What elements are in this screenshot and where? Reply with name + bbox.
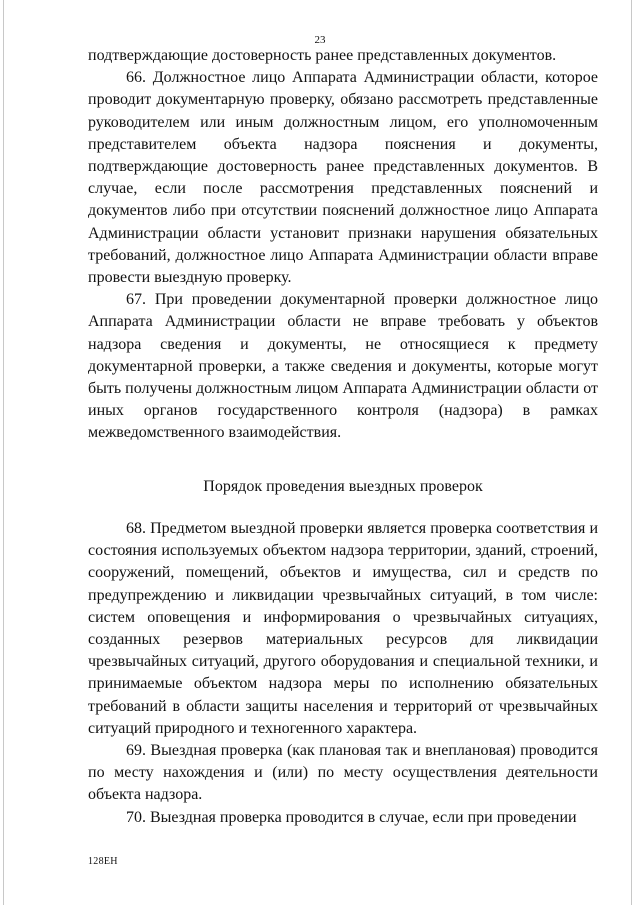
page-number: 23 — [314, 34, 326, 46]
scan-edge-left — [3, 0, 4, 905]
document-body-lower — [88, 518, 598, 829]
paragraph-70: 70. Выездная проверка проводится в случае, если при проведении — [126, 808, 577, 826]
scan-edge-right — [631, 0, 632, 905]
paragraph-67: 67. При проведении документарной проверки должностное лицо Аппарата Администрации области не вправе требовать у объектов надзора сведения и документы, не относящиеся к предмету документарной проверки, а также сведения и документы, которые могут быть получены должностным лицом Аппарата Администрации области от иных органов государственного контроля (надзора) в рамках межведомственного взаимодействия. — [88, 291, 598, 442]
paragraph-69: 69. Выездная проверка (как плановая так и внеплановая) проводится по месту нахождения и (или) по месту осуществления деятельности объекта надзора. — [88, 742, 598, 804]
footer-code: 128ЕН — [88, 856, 118, 867]
document-body-upper — [88, 45, 598, 445]
section-heading: Порядок проведения выездных проверок — [203, 478, 483, 495]
paragraph-68: 68. Предметом выездной проверки является проверка соответствия и состояния используемых объектом надзора территории, зданий, строений, сооружений, помещений, объектов и имущества, сил и средств по предупреждению и ликвидации чрезвычайных ситуаций, в том числе: систем оповещения и информирования о чрезвычайных ситуациях, созданных резервов материальных ресурсов для ликвидации чрезвычайных ситуаций, другого оборудования и специальной техники, и принимаемые объектом надзора меры по исполнению обязательных требований в области защиты населения и территорий от чрезвычайных ситуаций природного и техногенного характера. — [88, 520, 598, 737]
paragraph-continuation: подтверждающие достоверность ранее представленных документов. — [88, 47, 557, 64]
paragraph-66: 66. Должностное лицо Аппарата Администрации области, которое проводит документарную проверку, обязано рассмотреть представленные руководителем или иным должностным лицом, его уполномоченным представителем объекта надзора пояснения и документы, подтверждающие достоверность ранее представленных документов. В случае, если после рассмотрения представленных пояснений и документов либо при отсутствии пояснений должностное лицо Аппарата Администрации области установит признаки нарушения обязательных требований, должностное лицо Аппарата Администрации области вправе провести выездную проверку. — [88, 69, 598, 287]
